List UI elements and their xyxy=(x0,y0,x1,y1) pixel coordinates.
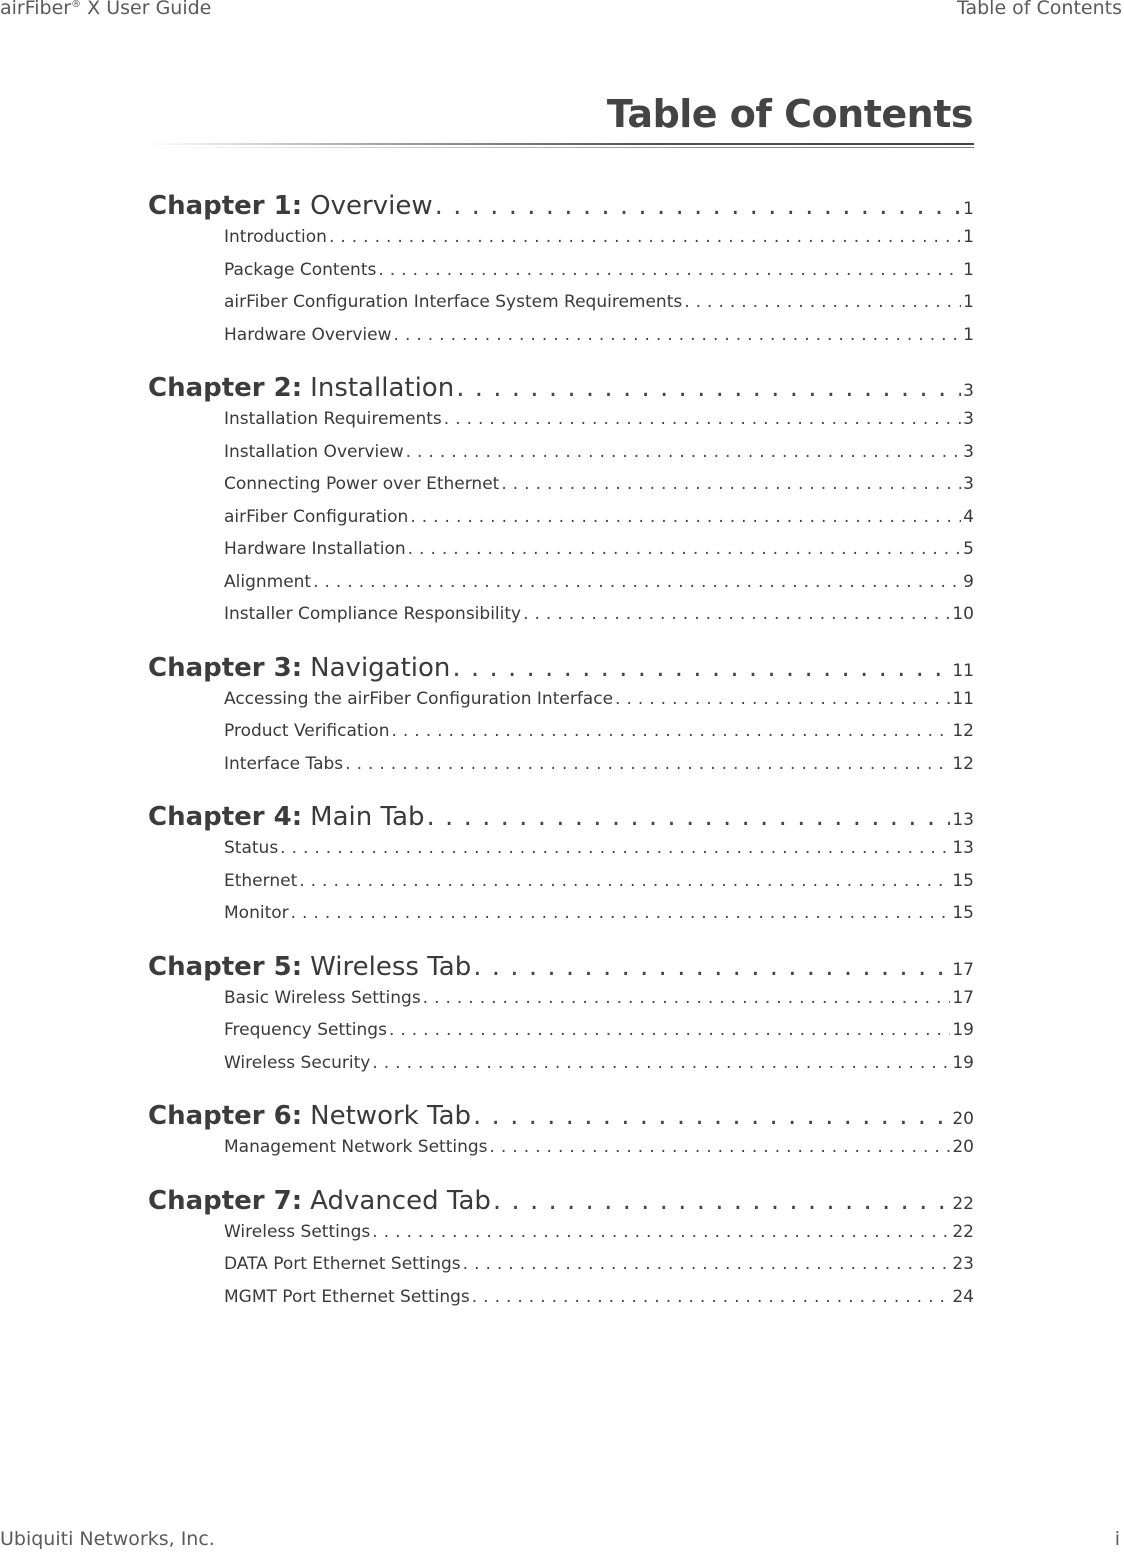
dot-leader xyxy=(345,754,950,774)
section-page-number: 1 xyxy=(963,227,974,247)
dot-leader xyxy=(408,539,962,559)
section-title: Introduction xyxy=(224,227,327,247)
title-divider-line xyxy=(148,143,974,145)
toc-chapter-entry[interactable] xyxy=(148,191,974,227)
toc-chapter-entry[interactable] xyxy=(148,802,974,838)
toc-section-entry[interactable] xyxy=(148,1222,974,1255)
section-page-number: 1 xyxy=(963,292,974,312)
toc-section-entry[interactable] xyxy=(148,721,974,754)
toc-section-entry[interactable] xyxy=(148,1020,974,1053)
dot-leader xyxy=(501,474,961,494)
section-page-number: 1 xyxy=(963,259,974,280)
toc-section-entry[interactable] xyxy=(148,838,974,871)
toc-chapter-group xyxy=(148,802,974,936)
chapter-number: Chapter 7: xyxy=(148,1185,303,1216)
toc-section-entry[interactable] xyxy=(148,474,974,507)
section-page-number: 15 xyxy=(952,903,974,923)
chapter-page-number: 20 xyxy=(952,1109,974,1129)
section-title: Installation Overview xyxy=(224,441,404,462)
chapter-title: Installation xyxy=(310,373,455,403)
toc-section-entry[interactable] xyxy=(148,903,974,936)
dot-leader xyxy=(493,1186,950,1216)
section-page-number: 13 xyxy=(952,838,974,858)
section-page-number: 3 xyxy=(963,441,974,462)
footer-company: Ubiquiti Networks, Inc. xyxy=(0,1528,215,1550)
dot-leader xyxy=(427,802,951,832)
toc-section-entry[interactable] xyxy=(148,604,974,637)
chapter-page-number: 17 xyxy=(952,959,974,980)
toc-section-entry[interactable] xyxy=(148,871,974,904)
header-guide-name: X User Guide xyxy=(81,0,212,19)
toc-section-entry[interactable] xyxy=(148,507,974,540)
chapter-number: Chapter 6: xyxy=(148,1101,303,1131)
toc-chapter-group xyxy=(148,373,974,637)
section-title: Wireless Security xyxy=(224,1052,371,1073)
dot-leader xyxy=(291,903,951,923)
section-page-number: 20 xyxy=(952,1137,974,1157)
footer-page-number: i xyxy=(1114,1528,1120,1550)
chapter-page-number: 3 xyxy=(963,381,974,401)
section-page-number: 22 xyxy=(952,1221,974,1242)
toc-section-entry[interactable] xyxy=(148,1287,974,1320)
chapter-title: Main Tab xyxy=(310,802,425,832)
section-title: Monitor xyxy=(224,903,289,923)
dot-leader xyxy=(391,721,950,741)
section-title: Product Verification xyxy=(224,721,390,741)
section-page-number: 5 xyxy=(963,539,974,559)
toc-chapter-entry[interactable] xyxy=(148,1186,974,1222)
dot-leader xyxy=(280,838,950,858)
section-title: Hardware Installation xyxy=(224,539,406,559)
toc-chapter-group xyxy=(148,653,974,787)
dot-leader xyxy=(463,1254,951,1274)
dot-leader xyxy=(329,227,961,247)
toc-section-entry[interactable] xyxy=(148,325,974,358)
chapter-page-number: 13 xyxy=(952,810,974,830)
toc-chapter-entry[interactable] xyxy=(148,952,974,988)
section-title: Management Network Settings xyxy=(224,1137,488,1157)
toc-section-entry[interactable] xyxy=(148,227,974,260)
toc-chapter-group xyxy=(148,1101,974,1170)
chapter-page-number: 11 xyxy=(952,660,974,681)
section-page-number: 12 xyxy=(952,753,974,774)
toc-section-entry[interactable] xyxy=(148,754,974,787)
running-header-section: Table of Contents xyxy=(957,0,1122,19)
section-title: Wireless Settings xyxy=(224,1221,371,1242)
dot-leader xyxy=(456,373,961,403)
section-title: Alignment xyxy=(224,571,312,592)
chapter-number: Chapter 2: xyxy=(148,373,303,403)
section-title: Interface Tabs xyxy=(224,753,344,774)
dot-leader xyxy=(299,871,950,891)
section-page-number: 11 xyxy=(952,688,974,709)
section-page-number: 19 xyxy=(952,1052,974,1073)
section-title: Hardware Overview xyxy=(224,324,392,345)
dot-leader xyxy=(313,572,961,592)
chapter-number: Chapter 3: xyxy=(148,652,303,683)
toc-chapter-entry[interactable] xyxy=(148,1101,974,1137)
section-title: Ethernet xyxy=(224,870,298,891)
table-of-contents xyxy=(148,191,974,1335)
chapter-title: Wireless Tab xyxy=(310,951,472,982)
dot-leader xyxy=(394,325,962,345)
registered-mark: ® xyxy=(71,0,82,10)
toc-chapter-group xyxy=(148,191,974,357)
dot-leader xyxy=(435,191,962,221)
chapter-number: Chapter 1: xyxy=(148,191,303,221)
section-page-number: 3 xyxy=(963,409,974,429)
toc-chapter-group xyxy=(148,952,974,1086)
header-brand: airFiber xyxy=(0,0,72,19)
page-title: Table of Contents xyxy=(606,92,973,136)
chapter-title: Navigation xyxy=(310,652,451,683)
section-page-number: 23 xyxy=(952,1254,974,1274)
dot-leader xyxy=(523,604,950,624)
dot-leader xyxy=(452,653,950,683)
section-page-number: 4 xyxy=(963,506,974,527)
chapter-number: Chapter 4: xyxy=(148,802,303,832)
section-title: Accessing the airFiber Configuration Interface xyxy=(224,688,614,709)
toc-section-entry[interactable] xyxy=(148,1137,974,1170)
chapter-title: Network Tab xyxy=(310,1101,472,1131)
toc-chapter-group xyxy=(148,1186,974,1320)
dot-leader xyxy=(473,952,950,982)
toc-section-entry[interactable] xyxy=(148,260,974,293)
dot-leader xyxy=(372,1053,950,1073)
section-page-number: 9 xyxy=(963,571,974,592)
toc-section-entry[interactable] xyxy=(148,1053,974,1086)
toc-chapter-entry[interactable] xyxy=(148,653,974,689)
dot-leader xyxy=(423,988,951,1008)
toc-section-entry[interactable] xyxy=(148,409,974,442)
toc-section-entry[interactable] xyxy=(148,1254,974,1287)
section-page-number: 12 xyxy=(952,721,974,741)
running-header-title xyxy=(0,0,211,19)
section-title: DATA Port Ethernet Settings xyxy=(224,1254,461,1274)
title-divider xyxy=(148,143,974,151)
dot-leader xyxy=(389,1020,950,1040)
section-page-number: 17 xyxy=(952,987,974,1008)
dot-leader xyxy=(410,507,961,527)
section-page-number: 15 xyxy=(952,870,974,891)
toc-section-entry[interactable] xyxy=(148,572,974,605)
section-title: airFiber Configuration Interface System Requirements xyxy=(224,292,683,312)
toc-section-entry[interactable] xyxy=(148,988,974,1021)
section-page-number: 10 xyxy=(952,604,974,624)
section-title: Frequency Settings xyxy=(224,1020,387,1040)
dot-leader xyxy=(684,292,961,312)
section-title: Installation Requirements xyxy=(224,409,442,429)
section-page-number: 19 xyxy=(952,1020,974,1040)
dot-leader xyxy=(472,1287,951,1307)
toc-section-entry[interactable] xyxy=(148,442,974,475)
section-title: Connecting Power over Ethernet xyxy=(224,474,500,494)
toc-chapter-entry[interactable] xyxy=(148,373,974,409)
dot-leader xyxy=(444,409,961,429)
toc-section-entry[interactable] xyxy=(148,689,974,722)
toc-section-entry[interactable] xyxy=(148,292,974,325)
section-title: MGMT Port Ethernet Settings xyxy=(224,1286,470,1307)
section-title: Package Contents xyxy=(224,259,377,280)
section-page-number: 24 xyxy=(952,1286,974,1307)
section-title: Installer Compliance Responsibility xyxy=(224,604,522,624)
section-title: airFiber Configuration xyxy=(224,506,409,527)
title-divider-subline xyxy=(148,147,974,148)
toc-section-entry[interactable] xyxy=(148,539,974,572)
section-title: Status xyxy=(224,838,279,858)
chapter-title: Overview xyxy=(310,191,433,221)
dot-leader xyxy=(406,442,962,462)
dot-leader xyxy=(615,689,950,709)
dot-leader xyxy=(473,1101,950,1131)
dot-leader xyxy=(372,1222,950,1242)
section-page-number: 1 xyxy=(963,324,974,345)
chapter-page-number: 1 xyxy=(963,199,974,219)
chapter-number: Chapter 5: xyxy=(148,951,303,982)
dot-leader xyxy=(490,1137,951,1157)
chapter-title: Advanced Tab xyxy=(310,1185,491,1216)
section-page-number: 3 xyxy=(963,474,974,494)
chapter-page-number: 22 xyxy=(952,1193,974,1214)
section-title: Basic Wireless Settings xyxy=(224,987,421,1008)
dot-leader xyxy=(378,260,961,280)
